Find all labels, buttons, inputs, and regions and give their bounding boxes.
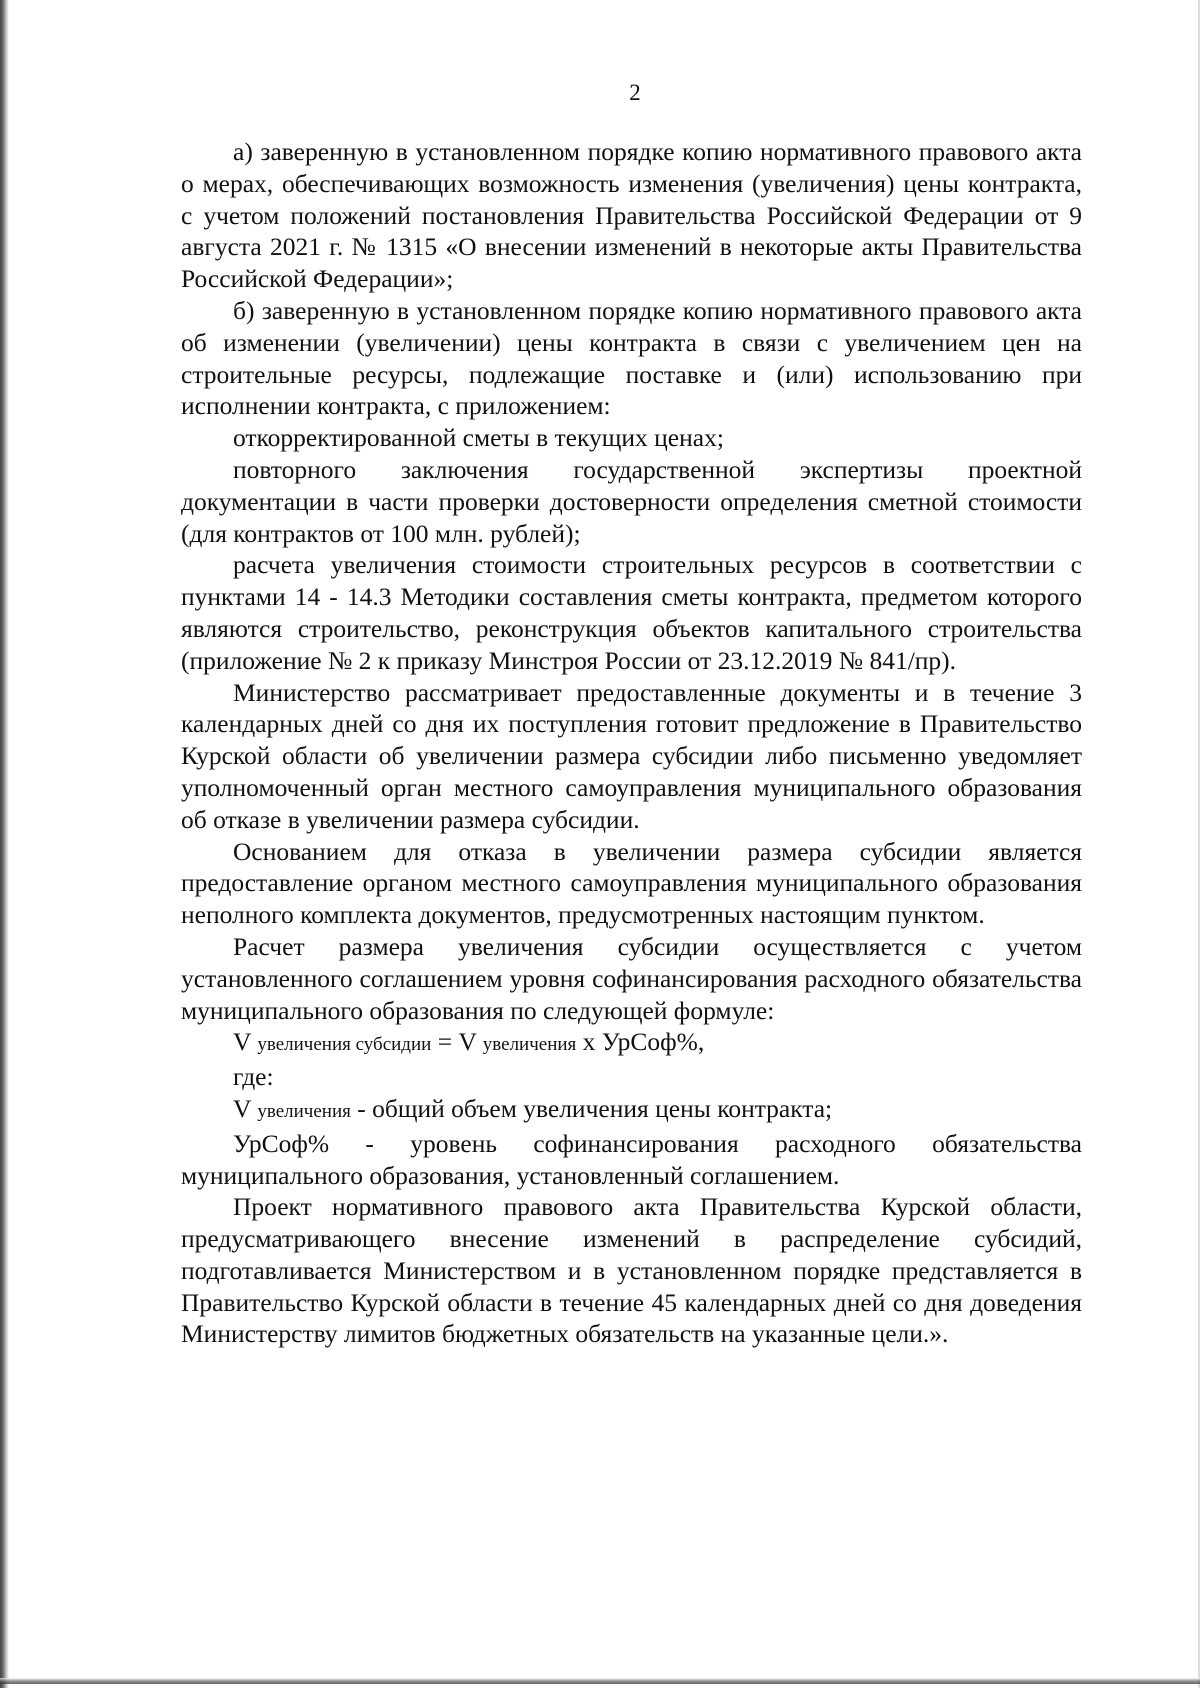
formula-subscript-increase: увеличения [482, 1034, 577, 1056]
formula-rest: х УрСоф%, [582, 1027, 705, 1057]
paragraph-refusal-grounds: Основанием для отказа в увеличении размера субсидии является предоставление органом местного самоуправления муниципального образования неполного комплекта документов, предусмотренных настоящим пунктом. [181, 836, 1082, 930]
page-number: 2 [629, 80, 641, 105]
definition-v-symbol: V [233, 1093, 251, 1123]
where-label: где: [233, 1062, 274, 1092]
document-body [181, 136, 1082, 1350]
definition-ursof: УрСоф% - уровень софинансирования расходного обязательства муниципального образования, установленный соглашением. [181, 1128, 1082, 1190]
formula-v: V [233, 1027, 251, 1057]
scan-bottom-edge [0, 1678, 1200, 1684]
paragraph-b: б) заверенную в установленном порядке копию нормативного правового акта об изменении (увеличении) цены контракта в связи с увеличением цен на строительные ресурсы, подлежащие поставке и (или) использованию при исполнении контракта, с приложением: [181, 295, 1082, 421]
paragraph-expertise: повторного заключения государственной экспертизы проектной документации в части проверки достоверности определения сметной стоимости (для контрактов от 100 млн. рублей); [181, 454, 1082, 548]
formula [181, 1026, 1082, 1061]
paragraph-estimate: откорректированной сметы в текущих ценах; [233, 423, 724, 453]
definition-v-text: - общий объем увеличения цены контракта; [357, 1093, 833, 1123]
paragraph-calculation: расчета увеличения стоимости строительных ресурсов в соответствии с пунктами 14 - 14.3 Методики составления сметы контракта, предметом которого являются строительство, реконструкция объектов капитального строительства (приложение № 2 к приказу Минстроя России от 23.12.2019 № 841/пр). [181, 550, 1082, 675]
scan-left-edge [0, 0, 9, 1688]
paragraph-ministry-review: Министерство рассматривает предоставленные документы и в течение 3 календарных дней со дня их поступления готовит предложение в Правительство Курской области об увеличении размера субсидии либо письменно уведомляет уполномоченный орган местного самоуправления муниципального образования об отказе в увеличении размера субсидии. [181, 677, 1082, 834]
definition-v [181, 1093, 1082, 1128]
definition-v-subscript: увеличения [257, 1100, 351, 1122]
paragraph-final: Проект нормативного правового акта Правительства Курской области, предусматривающего внесение изменений в распределение субсидий, подготавливается Министерством и в установленном порядке представляется в Правительство Курской области в течение 45 календарных дней со дня доведения Министерству лимитов бюджетных обязательств на указанные цели.». [181, 1192, 1082, 1349]
paragraph-a: а) заверенную в установленном порядке копию нормативного правового акта о мерах, обеспечивающих возможность изменения (увеличения) цены контракта, с учетом положений постановления Правительства Российской Федерации от 9 августа 2021 г. № 1315 «О внесении изменений в некоторые акты Правительства Российской Федерации»; [181, 137, 1082, 294]
formula-equals-v: = V [437, 1027, 477, 1057]
formula-subscript-subsidy: увеличения субсидии [257, 1034, 432, 1056]
paragraph-calculation-method: Расчет размера увеличения субсидии осуществляется с учетом установленного соглашением уровня софинансирования расходного обязательства муниципального образования по следующей формуле: [181, 931, 1082, 1025]
